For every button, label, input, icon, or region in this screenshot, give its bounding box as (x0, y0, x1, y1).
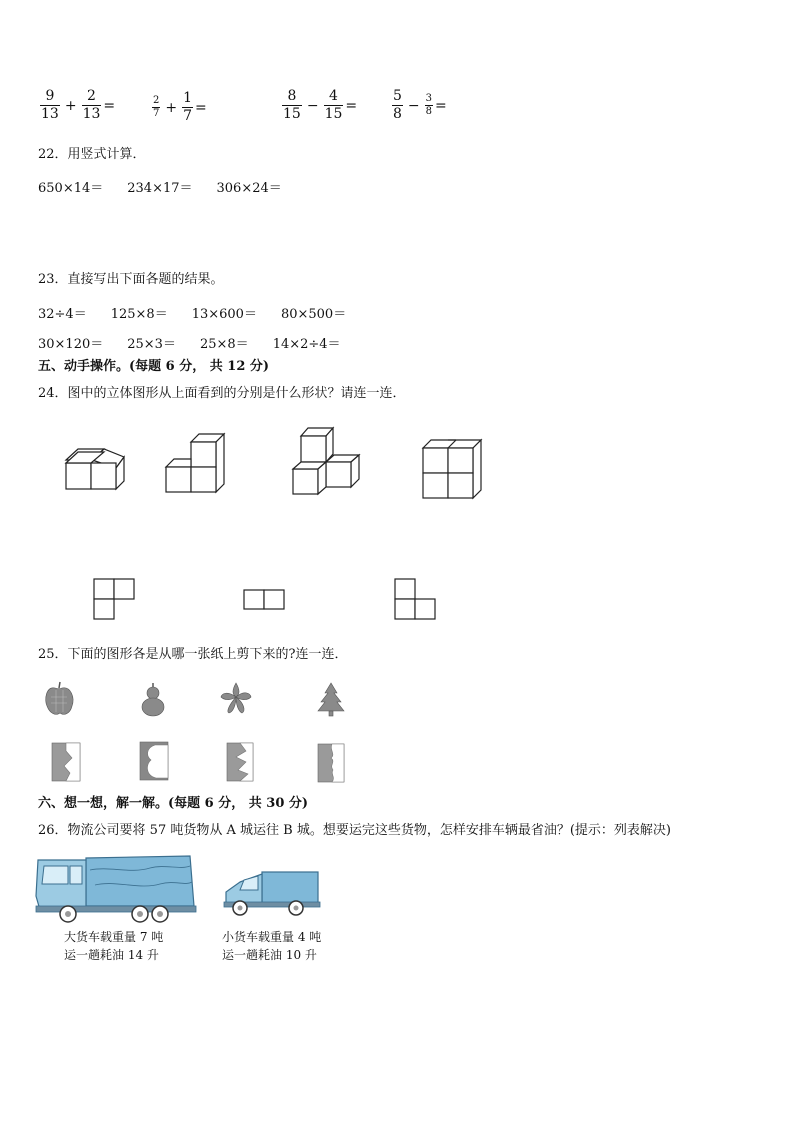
section-6-heading: 六、想一想，解一解。(每题 6 分， 共 30 分) (38, 796, 309, 811)
q22-item: 306×24＝ (216, 181, 282, 196)
q22-item: 650×14＝ (38, 181, 104, 196)
q25-title: 25．下面的图形各是从哪一张纸上剪下来的?连一连． (38, 647, 348, 662)
q23-item: 25×8＝ (199, 337, 249, 352)
small-truck-caption: 小货车载重量 4 吨 运一趟耗油 10 升 (222, 930, 322, 962)
q23-item: 14×2÷4＝ (272, 337, 341, 352)
q23-item: 13×600＝ (191, 307, 257, 322)
big-truck-caption: 大货车载重量 7 吨 运一趟耗油 14 升 (64, 930, 164, 962)
fraction-expr-4: $\frac{5}{8}$ − $\frac{3}{8}$ = (393, 88, 447, 122)
fraction-expr-1: $\frac{9}{13}$ + $\frac{2}{13}$ = (41, 88, 116, 122)
q23-item: 25×3＝ (127, 337, 176, 352)
q23-item: 30×120＝ (38, 337, 104, 352)
q23-title: 23．直接写出下面各题的结果。 (38, 272, 224, 287)
q22-item: 234×17＝ (127, 181, 193, 196)
q22-title: 22．用竖式计算． (38, 147, 146, 162)
fraction-expr-2: $\frac{2}{7}$ + $\frac{1}{7}$ = (153, 90, 207, 124)
q26-title: 26．物流公司要将 57 吨货物从 A 城运往 B 城。想要运完这些货物，怎样安排车辆最省油？(提示：列表解决) (38, 823, 671, 838)
q23-item: 125×8＝ (110, 307, 168, 322)
section-5-heading: 五、动手操作。(每题 6 分， 共 12 分) (38, 359, 270, 374)
small-truck-icon (224, 872, 320, 915)
q23-item: 32÷4＝ (38, 307, 87, 322)
q24-title: 24．图中的立体图形从上面看到的分别是什么形状？请连一连． (38, 386, 406, 401)
q23-item: 80×500＝ (280, 307, 347, 322)
big-truck-icon (36, 856, 196, 922)
fraction-expr-3: $\frac{8}{15}$ − $\frac{4}{15}$ = (283, 88, 358, 122)
